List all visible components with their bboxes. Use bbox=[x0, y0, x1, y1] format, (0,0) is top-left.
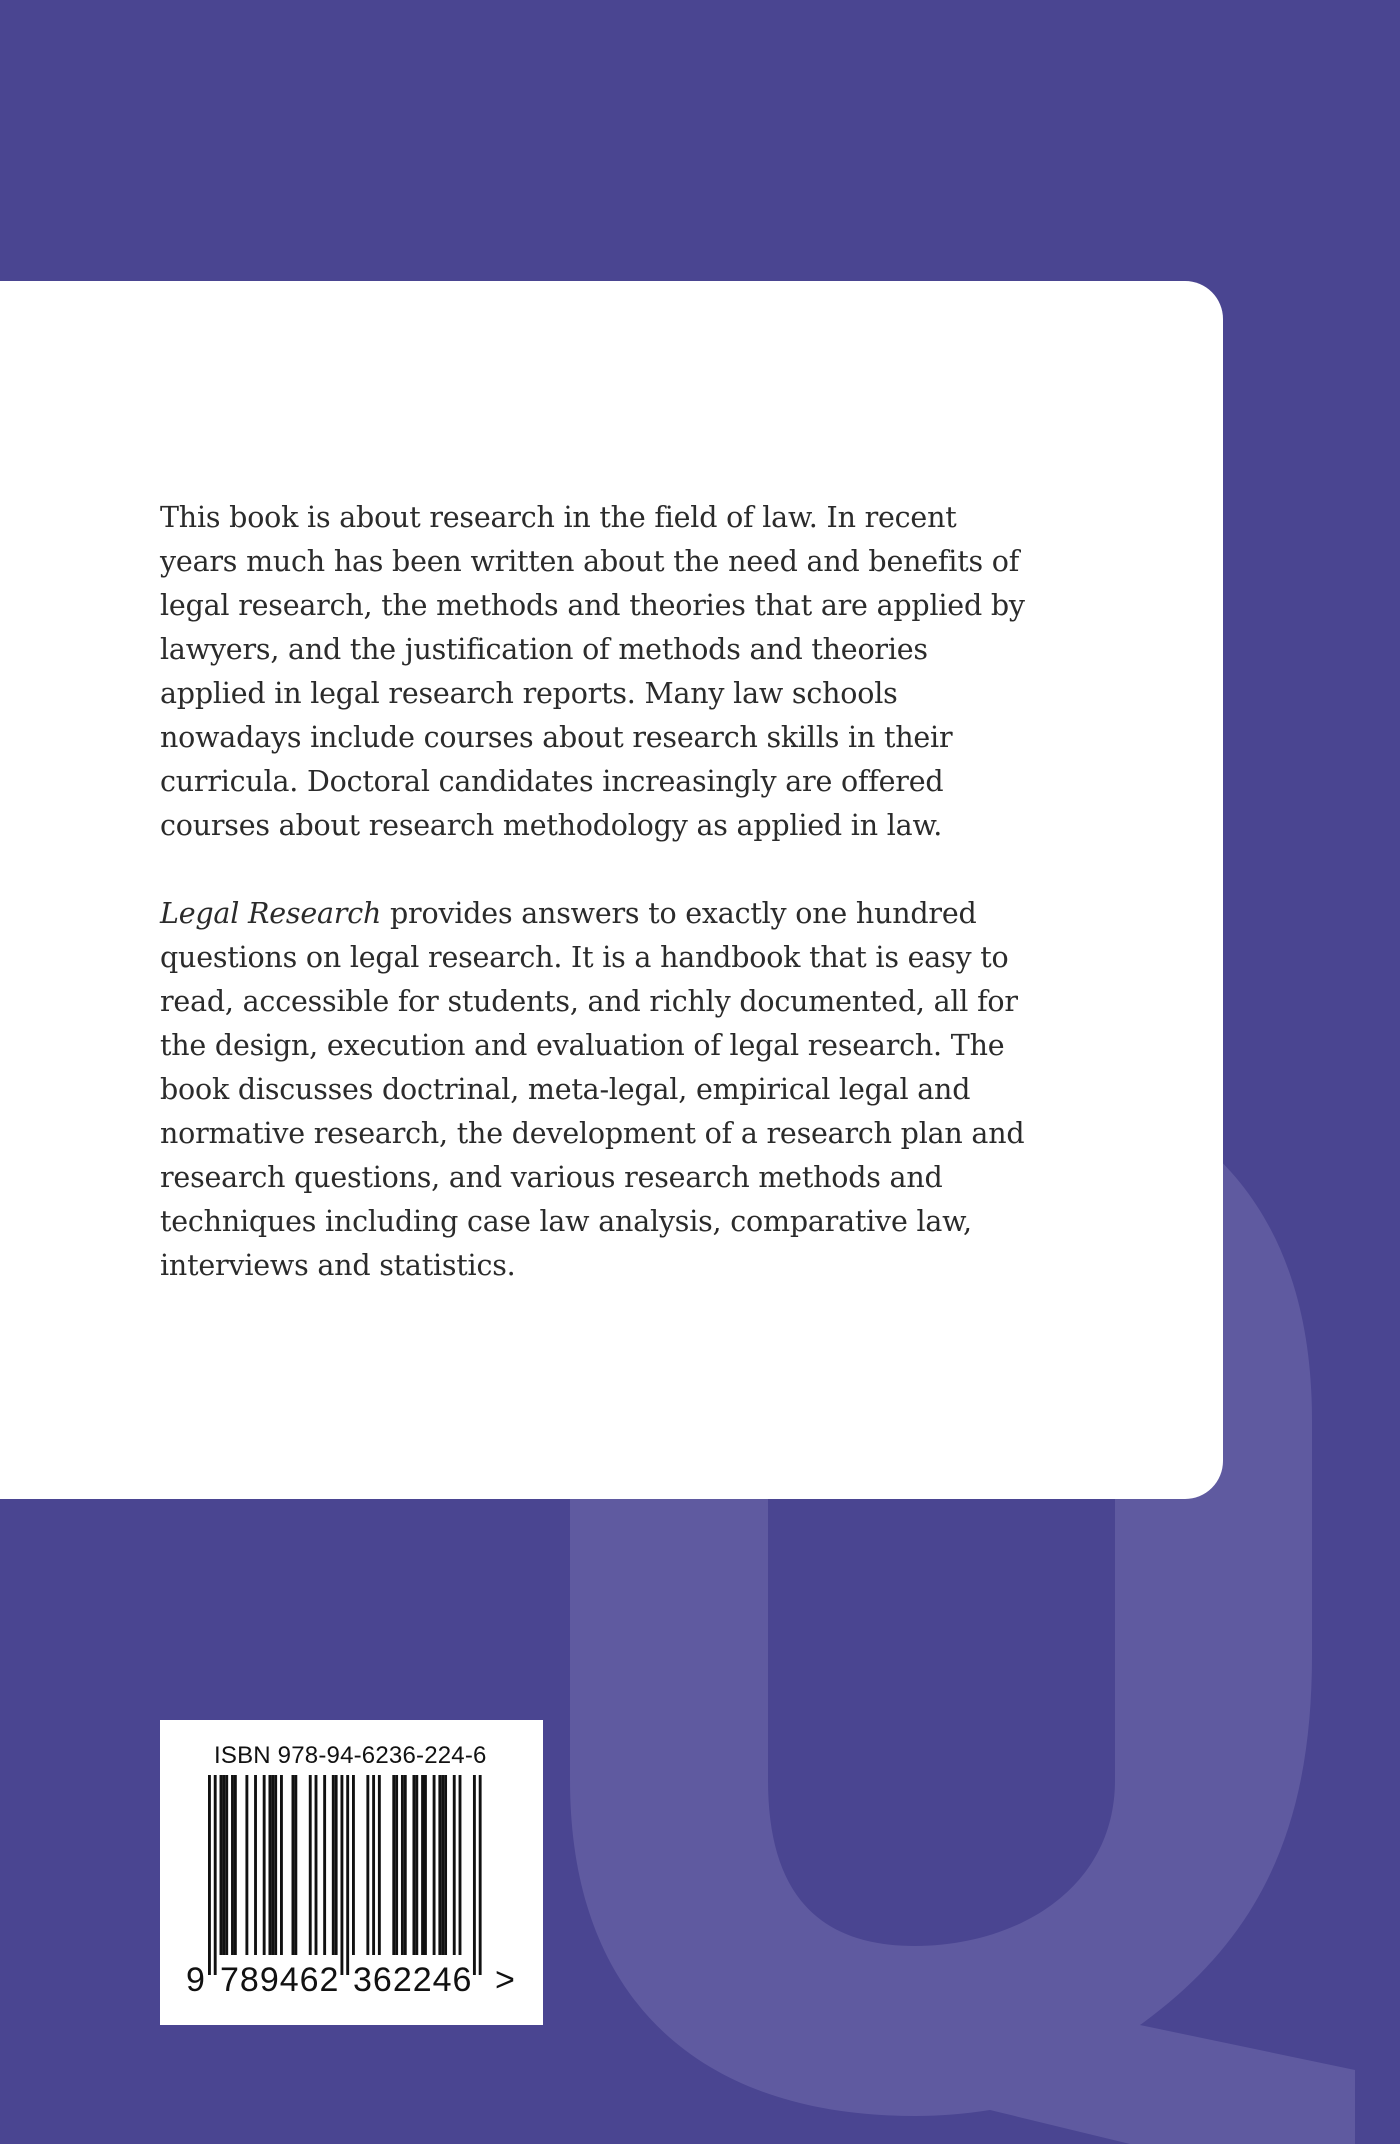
isbn-barcode bbox=[160, 1720, 543, 2025]
barcode-bar bbox=[231, 1775, 234, 1955]
blurb-paragraph-2-text: provides answers to exactly one hundred questions on legal research. It is a handbook that is easy to read, accessible for students, and richly documented, all for the design, execution and evaluation of legal research. The book discusses doctrinal, meta-legal, empirical legal and normative research, the development of a research plan and research questions, and various research methods and techniques including case law analysis, comparative law, interviews and statistics. bbox=[160, 897, 1025, 1282]
blurb-paragraph-2 bbox=[160, 892, 1040, 1288]
barcode-bar bbox=[441, 1775, 444, 1955]
barcode-bar bbox=[404, 1775, 407, 1955]
barcode-right-digits: 362246 bbox=[353, 1961, 473, 1999]
barcode-bars bbox=[160, 1720, 543, 2025]
barcode-bar bbox=[245, 1775, 248, 1955]
barcode-lead-digit: 9 bbox=[186, 1961, 205, 1999]
barcode-bar bbox=[335, 1775, 338, 1955]
barcode-bar bbox=[234, 1775, 237, 1955]
barcode-left-digits: 789462 bbox=[220, 1961, 340, 1999]
barcode-bar bbox=[294, 1775, 297, 1955]
barcode-bar bbox=[274, 1775, 277, 1955]
barcode-quiet-mark: > bbox=[495, 1961, 515, 1999]
barcode-bar bbox=[225, 1775, 228, 1955]
barcode-bar bbox=[479, 1775, 482, 1975]
barcode-bar bbox=[453, 1775, 456, 1955]
barcode-bar bbox=[332, 1775, 335, 1955]
barcode-bar bbox=[433, 1775, 436, 1955]
barcode-bar bbox=[214, 1775, 217, 1975]
barcode-bar bbox=[315, 1775, 318, 1955]
barcode-bar bbox=[401, 1775, 404, 1955]
barcode-bar bbox=[323, 1775, 326, 1955]
blurb-paragraph-1: This book is about research in the field of law. In recent years much has been written about the need and benefits of legal research, the methods and theories that are applied by lawyers, and the justification of methods and theories applied in legal research reports. Many law schools nowadays include courses about research skills in their curricula. Doctoral candidates increasingly are offered courses about research methodology as applied in law. bbox=[160, 501, 1025, 842]
barcode-bar bbox=[366, 1775, 369, 1955]
barcode-bar bbox=[222, 1775, 225, 1955]
barcode-bar bbox=[280, 1775, 283, 1955]
barcode-bar bbox=[438, 1775, 441, 1955]
barcode-bar bbox=[340, 1775, 343, 1975]
isbn-label: ISBN 978-94-6236-224-6 bbox=[214, 1742, 487, 1769]
back-cover-blurb bbox=[160, 496, 1040, 1288]
barcode-bar bbox=[392, 1775, 395, 1955]
barcode-bar bbox=[459, 1775, 462, 1955]
barcode-bar bbox=[444, 1775, 447, 1955]
barcode-bar bbox=[309, 1775, 312, 1955]
barcode-bar bbox=[254, 1775, 257, 1955]
barcode-bar bbox=[424, 1775, 427, 1955]
barcode-bar bbox=[421, 1775, 424, 1955]
barcode-bar bbox=[263, 1775, 266, 1955]
barcode-bar bbox=[352, 1775, 355, 1955]
barcode-bar bbox=[208, 1775, 211, 1975]
book-title-italic: Legal Research bbox=[160, 897, 382, 930]
barcode-bar bbox=[415, 1775, 418, 1955]
description-panel bbox=[0, 281, 1223, 1499]
barcode-bar bbox=[473, 1775, 476, 1975]
barcode-bar bbox=[292, 1775, 295, 1955]
barcode-bar bbox=[346, 1775, 349, 1975]
barcode-bar bbox=[412, 1775, 415, 1955]
barcode-bar bbox=[395, 1775, 398, 1955]
barcode-bar bbox=[268, 1775, 271, 1955]
barcode-bar bbox=[378, 1775, 381, 1955]
barcode-bar bbox=[372, 1775, 375, 1955]
barcode-bar bbox=[220, 1775, 223, 1955]
barcode-bar bbox=[271, 1775, 274, 1955]
